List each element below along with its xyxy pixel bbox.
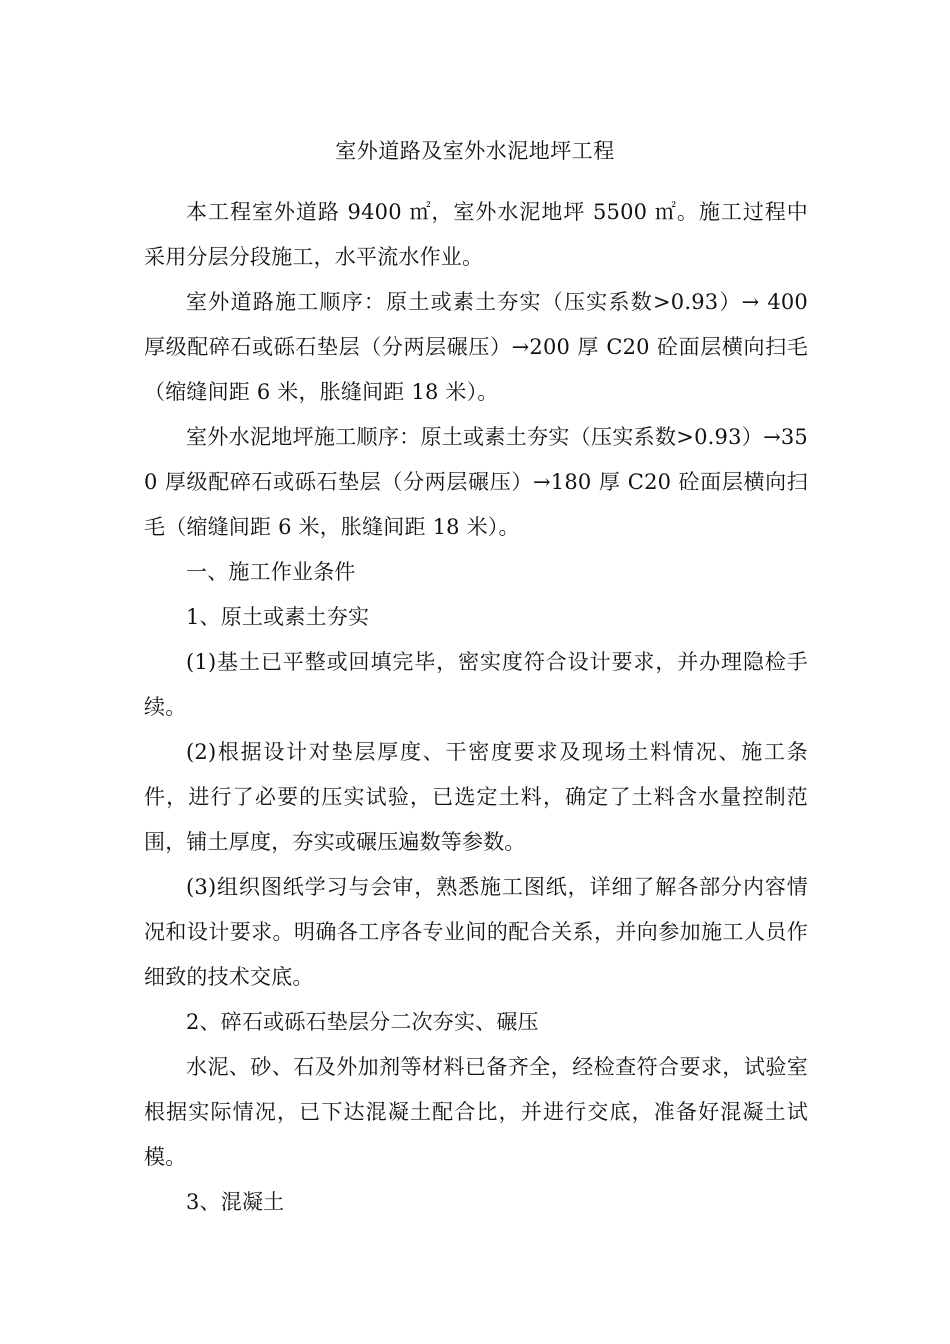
subheading-concrete: 3、混凝土 [186,1190,285,1214]
document-body [144,190,808,1225]
subheading-gravel-layer: 2、碎石或砾石垫层分二次夯实、碾压 [186,1010,539,1034]
paragraph-item-2: (2)根据设计对垫层厚度、干密度要求及现场土料情况、施工条件，进行了必要的压实试验，已选定土料，确定了土料含水量控制范围，铺土厚度，夯实或碾压遍数等参数。 [144,740,808,854]
paragraph-floor-sequence: 室外水泥地坪施工顺序：原土或素土夯实（压实系数>0.93）→350 厚级配碎石或砾石垫层（分两层碾压）→180 厚 C20 砼面层横向扫毛（缩缝间距 6 米，胀缝间距 18 米）。 [144,425,808,539]
paragraph-item-1: (1)基土已平整或回填完毕，密实度符合设计要求，并办理隐检手续。 [144,650,808,719]
paragraph-materials: 水泥、砂、石及外加剂等材料已备齐全，经检查符合要求，试验室根据实际情况，已下达混凝土配合比，并进行交底，准备好混凝土试模。 [144,1055,808,1169]
subheading-soil-compaction: 1、原土或素土夯实 [186,605,370,629]
paragraph-intro: 本工程室外道路 9400 ㎡，室外水泥地坪 5500 ㎡。施工过程中采用分层分段施工，水平流水作业。 [144,200,808,269]
document-title: 室外道路及室外水泥地坪工程 [335,139,615,163]
paragraph-item-3: (3)组织图纸学习与会审，熟悉施工图纸，详细了解各部分内容情况和设计要求。明确各工序各专业间的配合关系，并向参加施工人员作细致的技术交底。 [144,875,808,989]
paragraph-road-sequence: 室外道路施工顺序：原土或素土夯实（压实系数>0.93）→ 400 厚级配碎石或砾石垫层（分两层碾压）→200 厚 C20 砼面层横向扫毛（缩缝间距 6 米，胀缝间距 18 米）。 [144,290,808,404]
section-heading-conditions: 一、施工作业条件 [186,560,356,584]
